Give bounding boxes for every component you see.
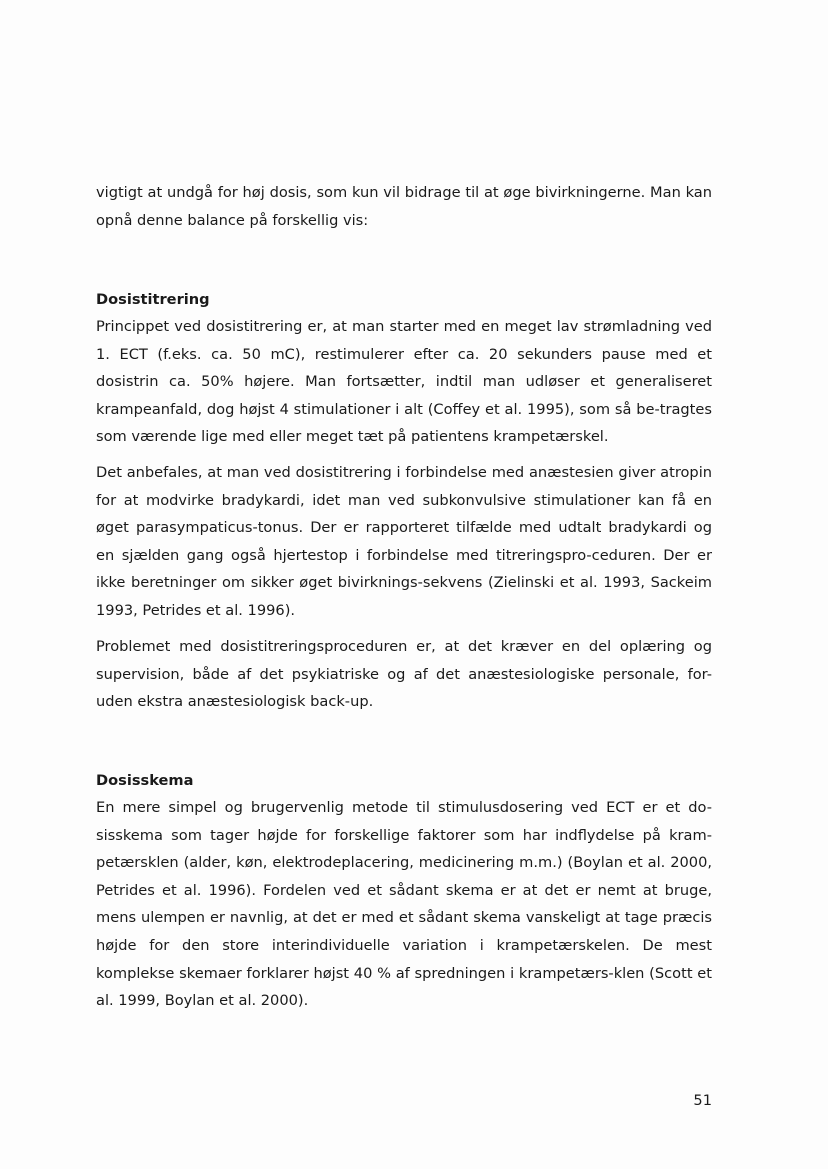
paragraph-dosistitrering-1: Princippet ved dosistitrering er, at man starter med en meget lav strømladning ved 1. ECT (f.eks. ca. 50 mC), restimulerer efter ca. 20 sekunders pause med et dosistrin ca. 50% højere. Man fortsætter, indtil man udløser et generaliseret krampeanfald, dog højst 4 stimulationer i alt (Coffey et al. 1995), som så be-tragtes som værende lige med eller meget tæt på patientens krampetærskel.	[96, 318, 712, 446]
section-heading-dosisskema: Dosisskema	[96, 772, 194, 789]
paragraph-dosistitrering-2: Det anbefales, at man ved dosistitrering i forbindelse med anæstesien giver atropin for at modvirke bradykardi, idet man ved subkonvulsive stimulationer kan få en øget parasympaticus-tonus. Der er rapporteret tilfælde med udtalt bradykardi og en sjælden gang også hjertestop i forbindelse med titreringspro-ceduren. Der er ikke beretninger om sikker øget bivirknings-sekvens (Zielinski et al. 1993, Sackeim 1993, Petrides et al. 1996).	[96, 464, 712, 619]
page-number: 51	[693, 1092, 712, 1109]
intro-paragraph: vigtigt at undgå for høj dosis, som kun vil bidrage til at øge bivirkningerne. Man kan opnå denne balance på forskellig vis:	[96, 184, 712, 229]
paragraph-dosisskema-1: En mere simpel og brugervenlig metode til stimulusdosering ved ECT er et do-sisskema som tager højde for forskellige faktorer som har indflydelse på kram-petærsklen (alder, køn, elektrodeplacering, medicinering m.m.) (Boylan et al. 2000, Petrides et al. 1996). Fordelen ved et sådant skema er at det er nemt at bruge, mens ulempen er navnlig, at det er med et sådant skema vanskeligt at tage præcis højde for den store interindividuelle variation i krampetærskelen. De mest komplekse skemaer forklarer højst 40 % af spredningen i krampetærs-klen (Scott et al. 1999, Boylan et al. 2000).	[96, 799, 712, 1010]
section-heading-dosistitrering: Dosistitrering	[96, 291, 210, 308]
paragraph-dosistitrering-3: Problemet med dosistitreringsproceduren er, at det kræver en del oplæring og supervision, både af det psykiatriske og af det anæstesiologiske personale, for-uden ekstra anæstesiologisk back-up.	[96, 638, 712, 711]
